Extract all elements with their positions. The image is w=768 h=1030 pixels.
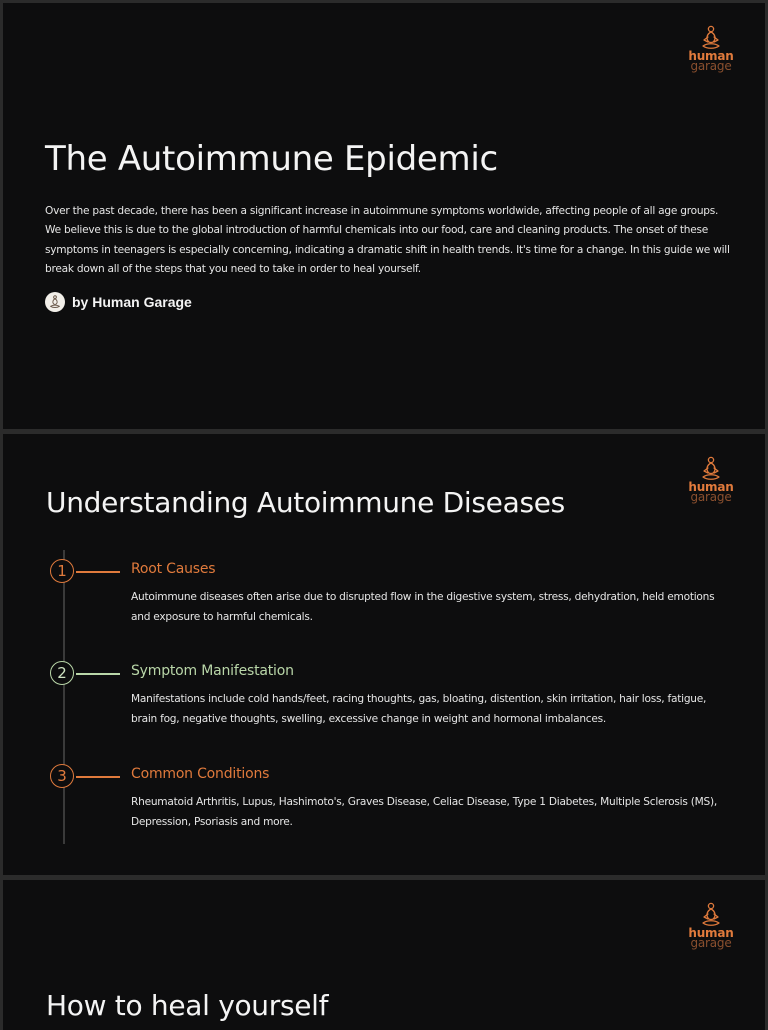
avatar — [45, 292, 65, 312]
step-number-badge: 2 — [50, 661, 74, 685]
step-title: Common Conditions — [131, 766, 270, 782]
human-garage-logo — [683, 456, 739, 502]
step-connector — [76, 571, 120, 573]
logo-word-garage: garage — [690, 936, 732, 950]
meditating-figure-icon — [700, 25, 722, 51]
logo-word-human: human — [688, 49, 734, 63]
human-garage-logo — [683, 902, 739, 948]
step-description: Autoimmune diseases often arise due to disrupted flow in the digestive system, stress, dehydration, held emotions and exposure to harmful chemicals. — [131, 591, 715, 623]
slide-understanding-autoimmune-diseases — [3, 434, 765, 875]
slide-how-to-heal-yourself — [3, 880, 765, 1030]
step-description: Rheumatoid Arthritis, Lupus, Hashimoto's, Graves Disease, Celiac Disease, Type 1 Diabetes, Multiple Sclerosis (MS), Depression, Psoriasis and more. — [131, 796, 718, 828]
meditating-figure-icon — [49, 295, 61, 309]
step-connector — [76, 776, 120, 778]
step-title: Symptom Manifestation — [131, 663, 294, 679]
logo-word-garage: garage — [690, 490, 732, 504]
timeline-line — [63, 550, 65, 844]
section-title: How to heal yourself — [46, 989, 329, 1022]
page-title: The Autoimmune Epidemic — [45, 139, 498, 179]
human-garage-logo — [683, 25, 739, 71]
meditating-figure-icon — [700, 456, 722, 482]
logo-word-human: human — [688, 926, 734, 940]
step-title: Root Causes — [131, 561, 216, 577]
intro-paragraph: Over the past decade, there has been a significant increase in autoimmune symptoms worldwide, affecting people of all age groups. We believe this is due to the global introduction of harmful chemicals into our food, care and cleaning products. The onset of these symptoms in teenagers is especially concerning, indicating a dramatic shift in health trends. It's time for a change. In this guide we will break down all of the steps that you need to take in order to heal yourself. — [45, 205, 730, 275]
byline — [45, 292, 192, 312]
step-description: Manifestations include cold hands/feet, racing thoughts, gas, bloating, distention, skin irritation, hair loss, fatigue, brain fog, negative thoughts, swelling, excessive change in weight and hormonal imbalances. — [131, 693, 707, 725]
logo-word-human: human — [688, 480, 734, 494]
section-title: Understanding Autoimmune Diseases — [46, 486, 565, 519]
logo-word-garage: garage — [690, 59, 732, 73]
step-number-badge: 3 — [50, 764, 74, 788]
meditating-figure-icon — [700, 902, 722, 928]
slide-autoimmune-epidemic — [3, 3, 765, 429]
step-number-badge: 1 — [50, 559, 74, 583]
byline-text: by Human Garage — [72, 294, 192, 310]
step-connector — [76, 673, 120, 675]
